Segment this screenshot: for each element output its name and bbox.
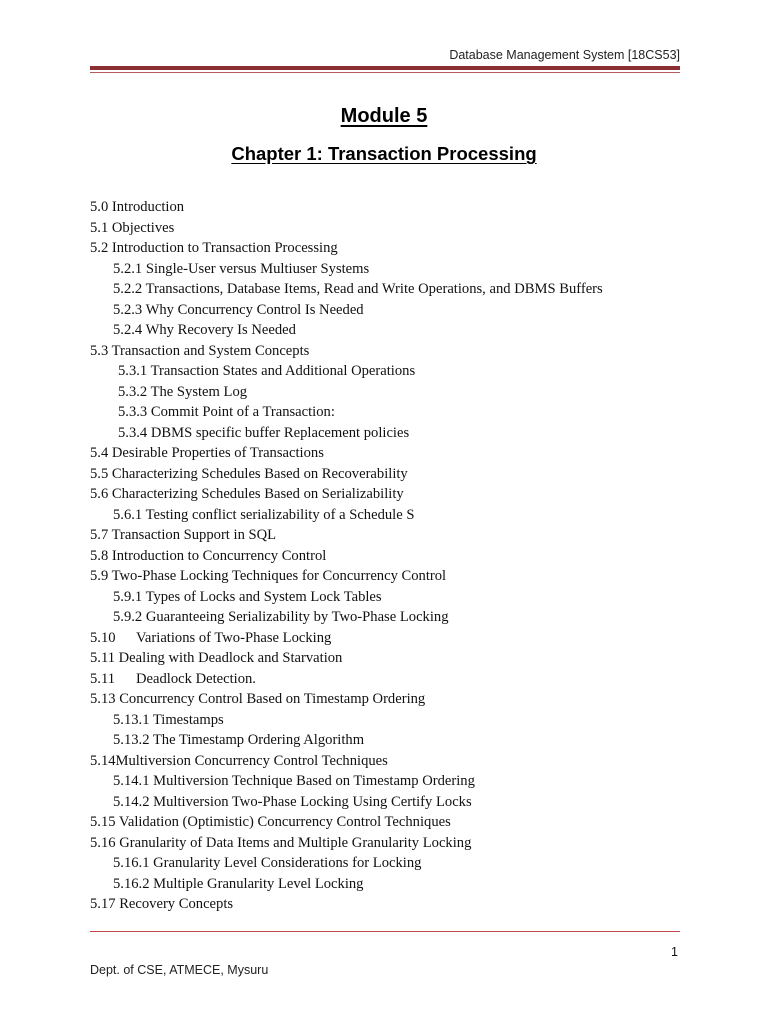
toc-item: 5.9.2 Guaranteeing Serializability by Two-Phase Locking bbox=[113, 609, 449, 625]
toc-item: 5.3.4 DBMS specific buffer Replacement policies bbox=[118, 424, 410, 441]
toc-item: 5.2.4 Why Recovery Is Needed bbox=[113, 322, 296, 338]
toc-item: 5.16 Granularity of Data Items and Multiple Granularity Locking bbox=[90, 834, 472, 851]
toc-item: 5.5 Characterizing Schedules Based on Recoverability bbox=[90, 465, 408, 482]
toc-item: 5.7 Transaction Support in SQL bbox=[90, 527, 277, 543]
toc-item: 5.13.1 Timestamps bbox=[113, 711, 224, 728]
toc-item: 5.3 Transaction and System Concepts bbox=[90, 342, 310, 359]
toc-item: 5.13 Concurrency Control Based on Timestamp Ordering bbox=[90, 691, 426, 707]
toc-item: 5.16.2 Multiple Granularity Level Locking bbox=[113, 875, 364, 892]
toc-item: 5.3.3 Commit Point of a Transaction: bbox=[118, 404, 335, 420]
toc-item: 5.16.1 Granularity Level Considerations for Locking bbox=[113, 855, 422, 871]
toc-item: 5.2.1 Single-User versus Multiuser Systems bbox=[113, 260, 370, 277]
toc-item: 5.11 Deadlock Detection. bbox=[90, 670, 256, 687]
toc-item: 5.14.2 Multiversion Two-Phase Locking Using Certify Locks bbox=[113, 793, 472, 810]
toc-item: 5.15 Validation (Optimistic) Concurrency Control Techniques bbox=[90, 814, 451, 830]
toc-item: 5.9 Two-Phase Locking Techniques for Concurrency Control bbox=[90, 568, 447, 584]
toc-item: 5.11 Dealing with Deadlock and Starvation bbox=[90, 650, 343, 666]
toc-item: 5.2.3 Why Concurrency Control Is Needed bbox=[113, 301, 364, 318]
module-title: Module 5 bbox=[340, 105, 428, 127]
footer-rule bbox=[90, 931, 680, 932]
toc-item: 5.1 Objectives bbox=[90, 219, 175, 236]
toc-item: 5.6.1 Testing conflict serializability of a Schedule S bbox=[113, 506, 415, 523]
toc-item: 5.10 Variations of Two-Phase Locking bbox=[90, 629, 332, 646]
toc-item: 5.2 Introduction to Transaction Processing bbox=[90, 240, 338, 256]
toc-item: 5.13.2 The Timestamp Ordering Algorithm bbox=[113, 732, 365, 748]
footer-dept: Dept. of CSE, ATMECE, Mysuru bbox=[90, 963, 269, 977]
toc-item: 5.3.1 Transaction States and Additional Operations bbox=[118, 363, 416, 379]
chapter-title: Chapter 1: Transaction Processing bbox=[231, 143, 537, 164]
table-of-contents bbox=[90, 197, 690, 915]
toc-item: 5.0 Introduction bbox=[90, 199, 185, 215]
toc-item: 5.8 Introduction to Concurrency Control bbox=[90, 547, 327, 564]
toc-item: 5.14.1 Multiversion Technique Based on Timestamp Ordering bbox=[113, 773, 475, 789]
page-number: 1 bbox=[671, 945, 678, 959]
running-header: Database Management System [18CS53] bbox=[449, 48, 680, 62]
toc-item: 5.14Multiversion Concurrency Control Techniques bbox=[90, 752, 388, 769]
toc-item: 5.6 Characterizing Schedules Based on Serializability bbox=[90, 486, 404, 502]
toc-item: 5.17 Recovery Concepts bbox=[90, 896, 234, 912]
toc-item: 5.9.1 Types of Locks and System Lock Tables bbox=[113, 588, 382, 605]
toc-item: 5.2.2 Transactions, Database Items, Read and Write Operations, and DBMS Buffers bbox=[113, 281, 603, 297]
toc-item: 5.4 Desirable Properties of Transactions bbox=[90, 445, 324, 461]
header-rule-thick bbox=[90, 66, 680, 70]
header-rule-thin bbox=[90, 72, 680, 73]
toc-item: 5.3.2 The System Log bbox=[118, 383, 248, 400]
